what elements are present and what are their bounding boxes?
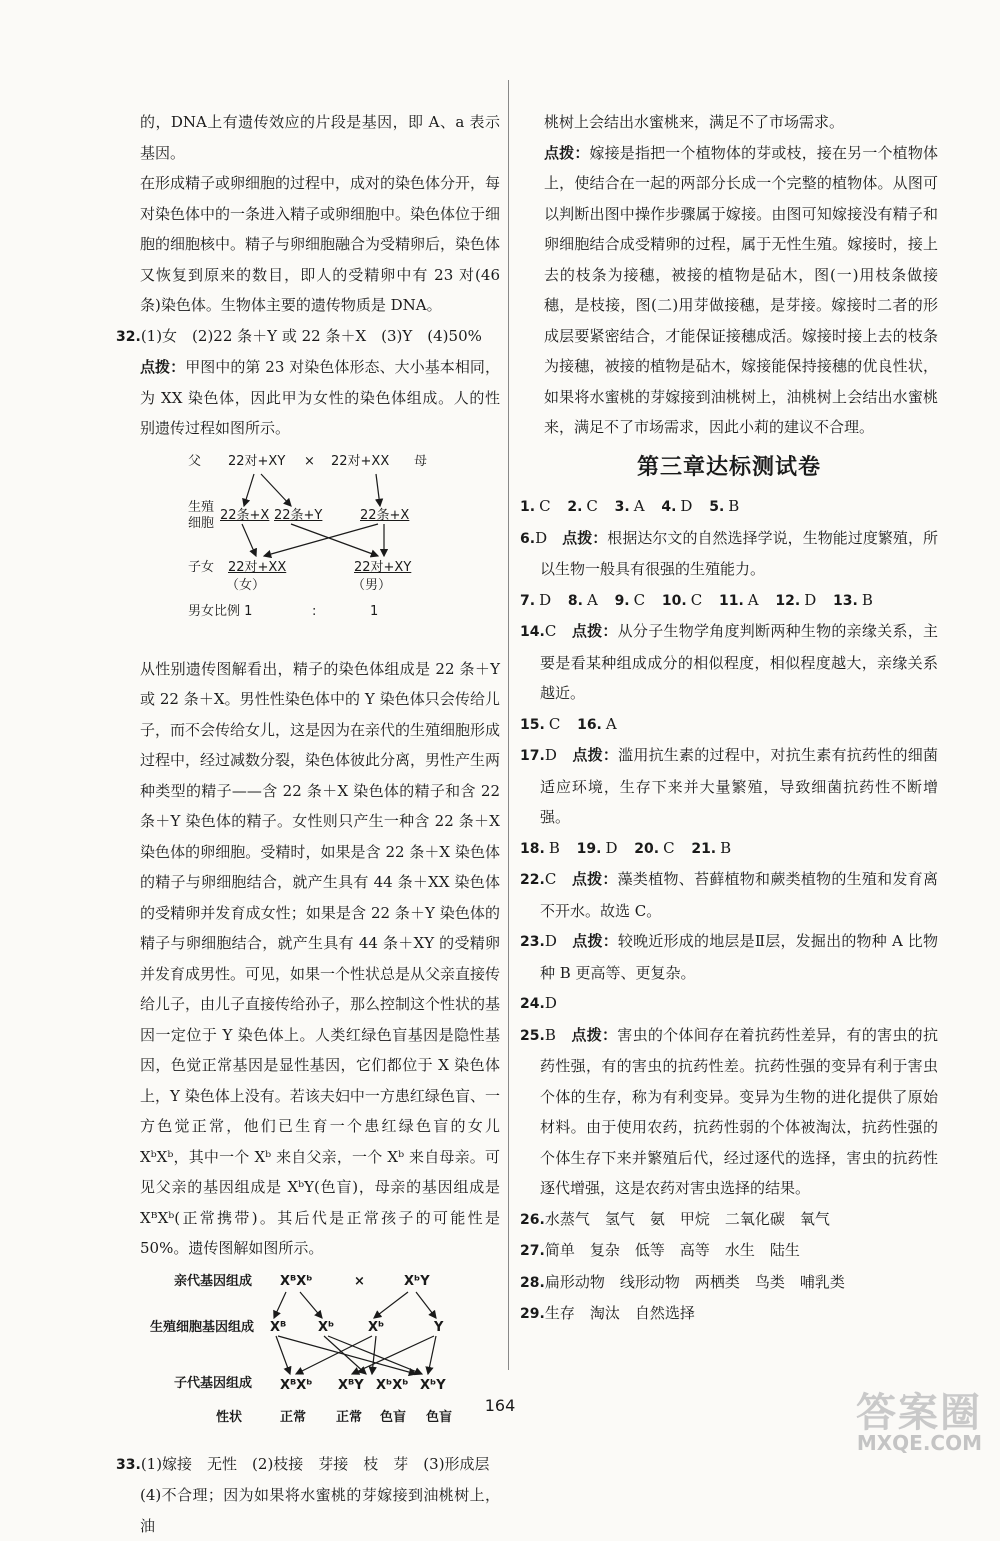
answer-row-4 <box>520 833 938 865</box>
mother-genotype: 22对+XX <box>331 453 390 469</box>
offspring-1: XᴮXᵇ <box>280 1377 313 1393</box>
offspring-genotype-label: 子代基因组成 <box>174 1375 253 1391</box>
left-column <box>116 0 500 1541</box>
q26-answer: 26.水蒸气 氢气 氨 甲烷 二氧化碳 氧气 <box>520 1209 830 1228</box>
father-genotype: 22对+XY <box>228 453 286 469</box>
gamete-xb-dominant: Xᴮ <box>270 1319 287 1335</box>
watermark-top-text: 答案圈 <box>856 1390 982 1436</box>
answer-item: 5. B <box>709 497 740 515</box>
gamete-genotype-label: 生殖细胞基因组成 <box>150 1319 255 1335</box>
chapter-title: 第三章达标测试卷 <box>636 454 821 480</box>
answer-item: 21. B <box>691 838 732 857</box>
column-divider <box>508 80 509 1370</box>
ratio-colon: : <box>312 603 317 619</box>
answer-row-3 <box>520 709 938 741</box>
answer-item: 8. A <box>567 590 598 609</box>
parent-genotype-label: 亲代基因组成 <box>174 1273 253 1289</box>
cross-symbol: × <box>304 453 315 469</box>
answer-item: 19. D <box>576 838 618 857</box>
gamete-label-2: 细胞 <box>188 515 215 531</box>
q14-answer: 14.C 点拨：从分子生物学角度判断两种生物的亲缘关系，主要是看某种组成成分的相似程度，相似程度越大，亲缘关系越近。 <box>520 622 938 702</box>
q32-tip <box>116 352 500 444</box>
gamete-xb-recessive-1: Xᵇ <box>318 1319 335 1335</box>
q33-tip <box>520 138 938 443</box>
q32-number: 32. <box>116 328 141 345</box>
answer-item: 18. B <box>520 838 560 857</box>
q32-answer-text: (1)女 (2)22 条＋Y 或 22 条＋X (3)Y (4)50% <box>140 326 482 345</box>
gamete-1: 22条+X <box>220 507 270 523</box>
gamete-xb-recessive-2: Xᵇ <box>368 1319 385 1335</box>
trait-2: 正常 <box>336 1409 363 1425</box>
gamete-y: Y <box>434 1319 444 1335</box>
ratio-label: 男女比例 1 <box>188 603 253 619</box>
child-female-sex: （女） <box>226 577 266 593</box>
answer-item: 20. C <box>634 838 675 857</box>
intro-paragraph: 在形成精子或卵细胞的过程中，成对的染色体分开，每对染色体中的一条进入精子或卵细胞中。染色体位于细胞的细胞核中。精子与卵细胞融合为受精卵后，染色体又恢复到原来的数目，即人的受精卵中有 23 对(46 条)染色体。生物体主要的遗传物质是 DNA。 <box>140 174 501 314</box>
offspring-2: XᴮY <box>338 1377 364 1393</box>
answer-item: 11. A <box>718 590 759 609</box>
gamete-2: 22条+Y <box>274 507 323 523</box>
watermark-bottom-text: MXQE.COM <box>856 1431 982 1455</box>
q32-tip-label: 点拨： <box>140 358 186 376</box>
q33-tip-text: 嫁接是指把一个植物体的芽或枝，接在另一个植物体上，使结合在一起的两部分长成一个完整的植物体。从图可以判断出图中操作步骤属于嫁接。由图可知嫁接没有精子和卵细胞结合成受精卵的过程，属于无性生殖。嫁接时，接上去的枝条为接穗，被接的植物是砧木，图(一)用枝条做接穗，是枝接，图(二)用芽做接穗，是芽接。嫁接时二者的形成层要紧密结合，才能保证接穗成活。嫁接时接上去的枝条为接穗，被接的植物是砧木，嫁接能保持接穗的优良性状，如果将水蜜桃的芽嫁接到油桃树上，油桃树上会结出水蜜桃来，满足不了市场需求，因此小莉的建议不合理。 <box>544 143 938 436</box>
answer-item: 16. A <box>577 714 617 733</box>
intro-line: 的，DNA上有遗传效应的片段是基因，即 A、a 表示基因。 <box>140 113 500 162</box>
parent-cross-symbol: × <box>354 1273 365 1289</box>
mother-label: 母 <box>414 453 428 469</box>
parent-father-genotype: XᵇY <box>404 1273 430 1289</box>
answer-item: 13. B <box>833 590 873 609</box>
ratio-right: 1 <box>370 603 379 619</box>
q33-line2: (4)不合理；因为如果将水蜜桃的芽嫁接到油桃树上，油 <box>140 1486 500 1535</box>
father-label: 父 <box>188 453 202 469</box>
answer-row-1 <box>520 491 938 523</box>
answer-item: 9. C <box>614 590 646 609</box>
q33-answer <box>116 1449 500 1481</box>
gamete-3: 22条+X <box>360 507 410 523</box>
child-male-genotype: 22对+XY <box>354 559 412 575</box>
trait-3: 色盲 <box>380 1409 407 1425</box>
answer-item: 10. C <box>661 590 703 609</box>
sex-inheritance-diagram <box>116 444 500 654</box>
right-column <box>520 0 938 1330</box>
trait-4: 色盲 <box>426 1409 453 1425</box>
page-number: 164 <box>484 1396 516 1415</box>
color-blindness-diagram <box>116 1264 500 1449</box>
offspring-3: XᵇXᵇ <box>376 1377 409 1393</box>
answer-row-2 <box>520 585 938 617</box>
q24-answer: 24.D <box>520 994 557 1012</box>
q6-answer: 6.D 点拨：根据达尔文的自然选择学说，生物能过度繁殖，所以生物一般具有很强的生殖能力。 <box>520 528 938 578</box>
q29-answer: 29.生存 淘汰 自然选择 <box>520 1304 695 1322</box>
gamete-label-1: 生殖 <box>188 499 215 515</box>
q32-answer <box>116 321 500 353</box>
q33-number: 33. <box>116 1456 141 1473</box>
trait-label: 性状 <box>216 1409 243 1425</box>
q33-tip-label: 点拨： <box>544 143 590 162</box>
q17-answer: 17.D 点拨：滥用抗生素的过程中，对抗生素有抗药性的细菌适应环境，生存下来并大量繁殖，导致细菌抗药性不断增强。 <box>520 746 938 826</box>
q25-answer: 25.B 点拨：害虫的个体间存在着抗药性差异，有的害虫的抗药性强，有的害虫的抗药性差。抗药性强的变异有利于害虫个体的生存，称为有利变异。变异为生物的进化提供了原始材料。由于使用农药，抗药性弱的个体被淘汰，抗药性强的个体生存下来并繁殖后代，经过逐代的选择，害虫的抗药性逐代增强，这是农药对害虫选择的结果。 <box>520 1025 938 1197</box>
answer-item: 4. D <box>661 497 693 515</box>
answer-item: 12. D <box>775 590 817 609</box>
offspring-4: XᵇY <box>420 1377 446 1393</box>
explanation-paragraph: 从性别遗传图解看出，精子的染色体组成是 22 条＋Y 或 22 条＋X。男性性染色体中的 Y 染色体只会传给儿子，而不会传给女儿，这是因为在亲代的生殖细胞形成过程中，经过减数分裂，染色体彼此分离，男性产生两种类型的精子——含 22 条＋X 染色体的精子和含 22 条＋Y 染色体的精子。女性则只产生一种含 22 条＋X 染色体的卵细胞。受精时，如果是含 22 条＋X 染色体的精子与卵细胞结合，就产生具有 44 条＋XX 染色体的受精卵并发育成女性；如果是含 22 条＋Y 染色体的精子与卵细胞结合，就产生具有 44 条＋XY 的受精卵并发育成男性。可见，如果一个性状总是从父亲直接传给儿子，由儿子直接传给孙子，那么控制这个性状的基因一定位于 Y 染色体上。人类红绿色盲基因是隐性基因，色觉正常基因是显性基因，它们都位于 X 染色体上，Y 染色体上没有。若该夫妇中一方患红绿色盲、一方色觉正常，他们已生育一个患红绿色盲的女儿 XᵇXᵇ，其中一个 Xᵇ 来自父亲，一个 Xᵇ 来自母亲。可见父亲的基因组成是 XᵇY(色盲)，母亲的基因组成是 XᴮXᵇ(正常携带)。其后代是正常孩子的可能性是 50%。遗传图解如图所示。 <box>140 659 501 1257</box>
q22-answer: 22.C 点拨：藻类植物、苔藓植物和蕨类植物的生殖和发育离不开水。故选 C。 <box>520 870 938 920</box>
answer-item: 2. C <box>567 497 598 515</box>
trait-1: 正常 <box>280 1409 307 1425</box>
watermark-logo <box>832 1381 982 1455</box>
q28-answer: 28.扁形动物 线形动物 两栖类 鸟类 哺乳类 <box>520 1272 845 1291</box>
q33-continuation: 桃树上会结出水蜜桃来，满足不了市场需求。 <box>544 113 845 131</box>
q23-answer: 23.D 点拨：较晚近形成的地层是Ⅱ层，发掘出的物种 A 比物种 B 更高等、更复杂。 <box>520 932 938 982</box>
q32-tip-text: 甲图中的第 23 对染色体形态、大小基本相同，为 XX 染色体，因此甲为女性的染色体组成。人的性别遗传过程如图所示。 <box>140 358 500 437</box>
child-female-genotype: 22对+XX <box>228 559 287 575</box>
answer-item: 3. A <box>614 497 645 515</box>
answer-item: 7. D <box>520 590 552 609</box>
child-label: 子女 <box>188 559 215 575</box>
answer-item: 15. C <box>520 714 561 733</box>
answer-item: 1. C <box>520 497 551 515</box>
diagram1-arrows <box>116 444 500 654</box>
q27-answer: 27.简单 复杂 低等 高等 水生 陆生 <box>520 1241 800 1259</box>
child-male-sex: （男） <box>352 577 392 593</box>
q33-line1: (1)嫁接 无性 (2)枝接 芽接 枝 芽 (3)形成层 <box>140 1454 490 1473</box>
parent-mother-genotype: XᴮXᵇ <box>280 1273 313 1289</box>
